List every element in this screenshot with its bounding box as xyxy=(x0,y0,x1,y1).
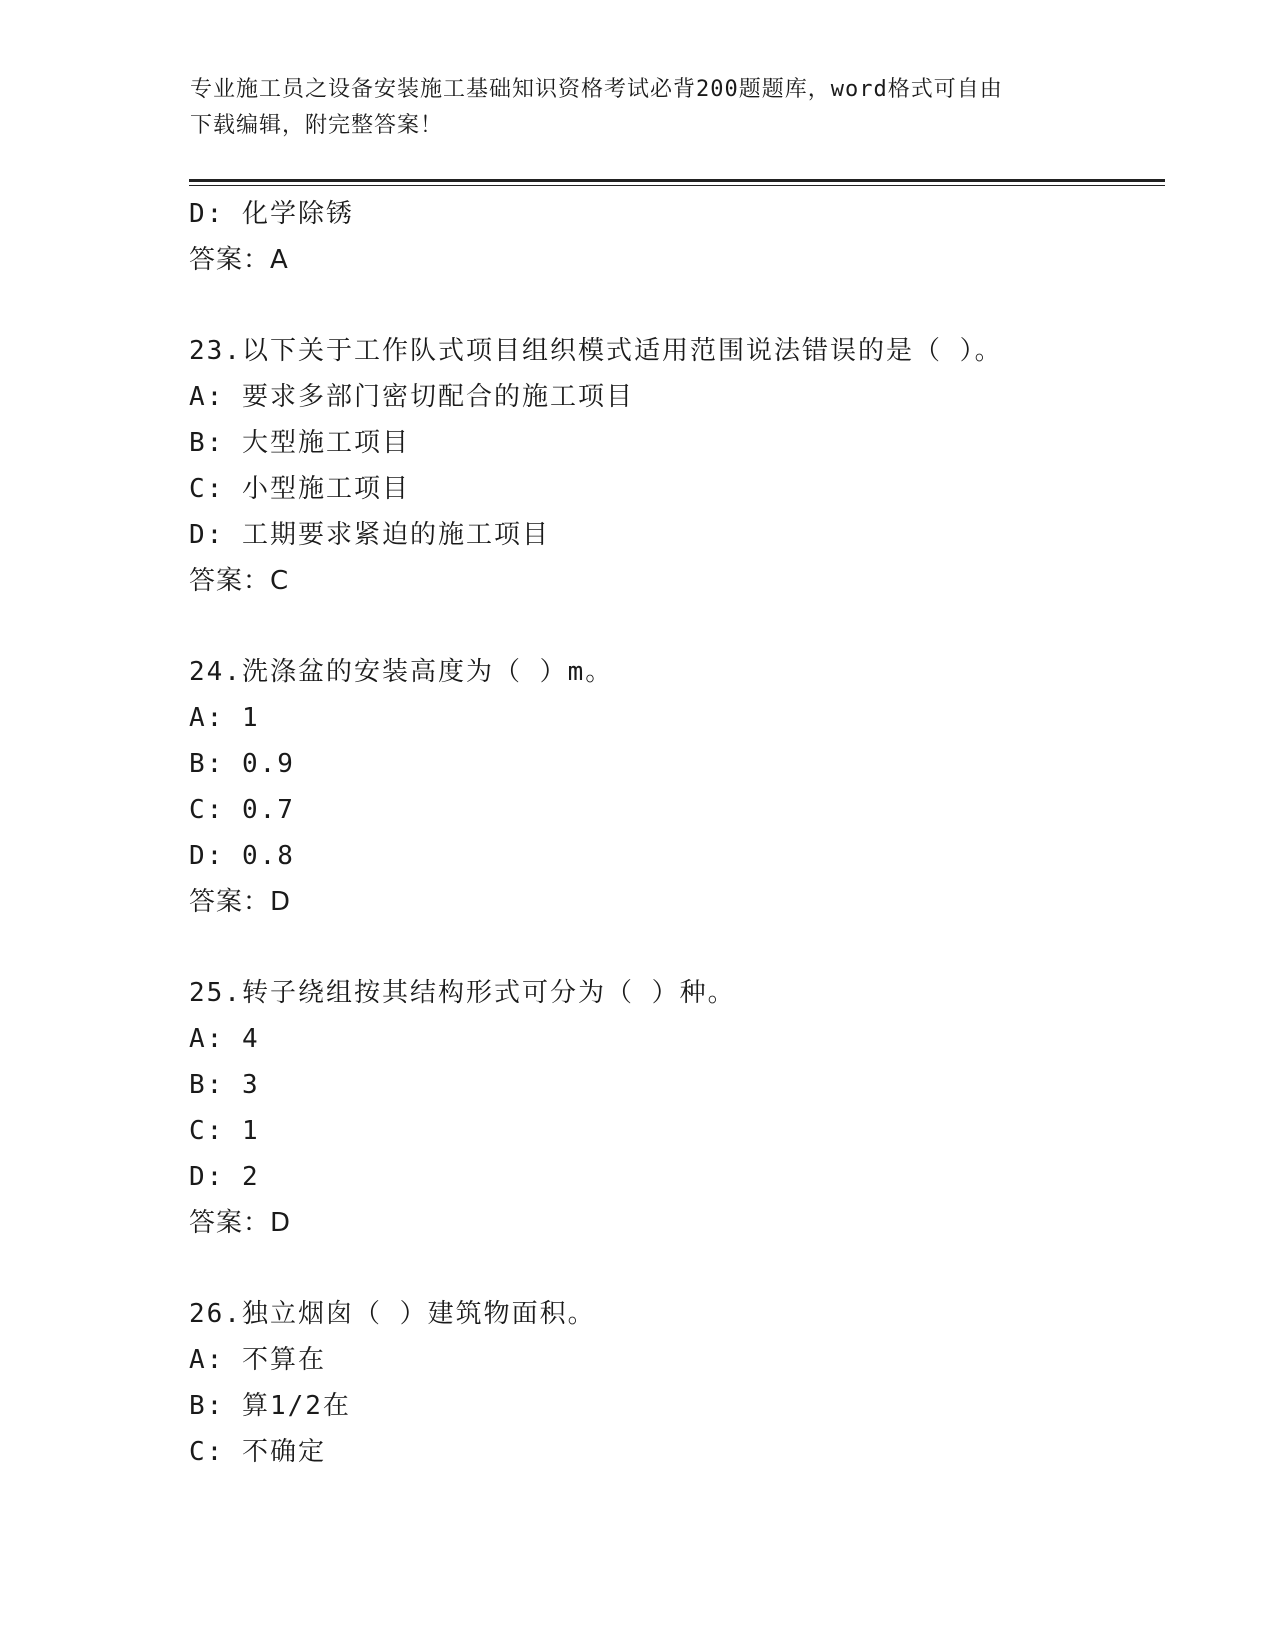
question-23 xyxy=(189,328,1165,604)
spacer xyxy=(189,283,1165,328)
option-c: C: 不确定 xyxy=(189,1437,326,1467)
option-a: A: 要求多部门密切配合的施工项目 xyxy=(189,382,634,412)
option-a: A: 4 xyxy=(189,1024,260,1054)
option-b: B: 大型施工项目 xyxy=(189,428,410,458)
option-a: A: 1 xyxy=(189,703,260,733)
spacer xyxy=(189,604,1165,649)
question-stem: 26.独立烟囱（ ）建筑物面积。 xyxy=(189,1299,596,1329)
option-c: C: 1 xyxy=(189,1116,260,1146)
question-26 xyxy=(189,1291,1165,1475)
option-b: B: 0.9 xyxy=(189,749,295,779)
question-24 xyxy=(189,649,1165,925)
header-line-1: 专业施工员之设备安装施工基础知识资格考试必背200题题库，word格式可自由 xyxy=(190,77,1003,102)
prev-answer: 答案：A xyxy=(189,245,289,275)
question-stem: 24.洗涤盆的安装高度为（ ）m。 xyxy=(189,657,614,687)
document-header xyxy=(190,72,1070,144)
option-d: D: 0.8 xyxy=(189,841,295,871)
prev-option-d: D: 化学除锈 xyxy=(189,199,354,229)
option-c: C: 0.7 xyxy=(189,795,295,825)
spacer xyxy=(189,925,1165,970)
option-d: D: 工期要求紧迫的施工项目 xyxy=(189,520,550,550)
option-a: A: 不算在 xyxy=(189,1345,326,1375)
option-d: D: 2 xyxy=(189,1162,260,1192)
answer-line: 答案：D xyxy=(189,1208,292,1238)
answer-line: 答案：C xyxy=(189,566,290,596)
spacer xyxy=(189,1246,1165,1291)
option-b: B: 算1/2在 xyxy=(189,1391,351,1421)
question-list xyxy=(189,191,1165,1475)
option-c: C: 小型施工项目 xyxy=(189,474,410,504)
header-divider-thick xyxy=(189,179,1165,182)
header-divider-thin xyxy=(189,185,1165,186)
answer-line: 答案：D xyxy=(189,887,292,917)
question-stem: 25.转子绕组按其结构形式可分为（ ）种。 xyxy=(189,978,736,1008)
header-line-2: 下载编辑，附完整答案！ xyxy=(190,113,444,138)
option-b: B: 3 xyxy=(189,1070,260,1100)
question-stem: 23.以下关于工作队式项目组织模式适用范围说法错误的是（ ）。 xyxy=(189,336,1003,366)
question-25 xyxy=(189,970,1165,1246)
